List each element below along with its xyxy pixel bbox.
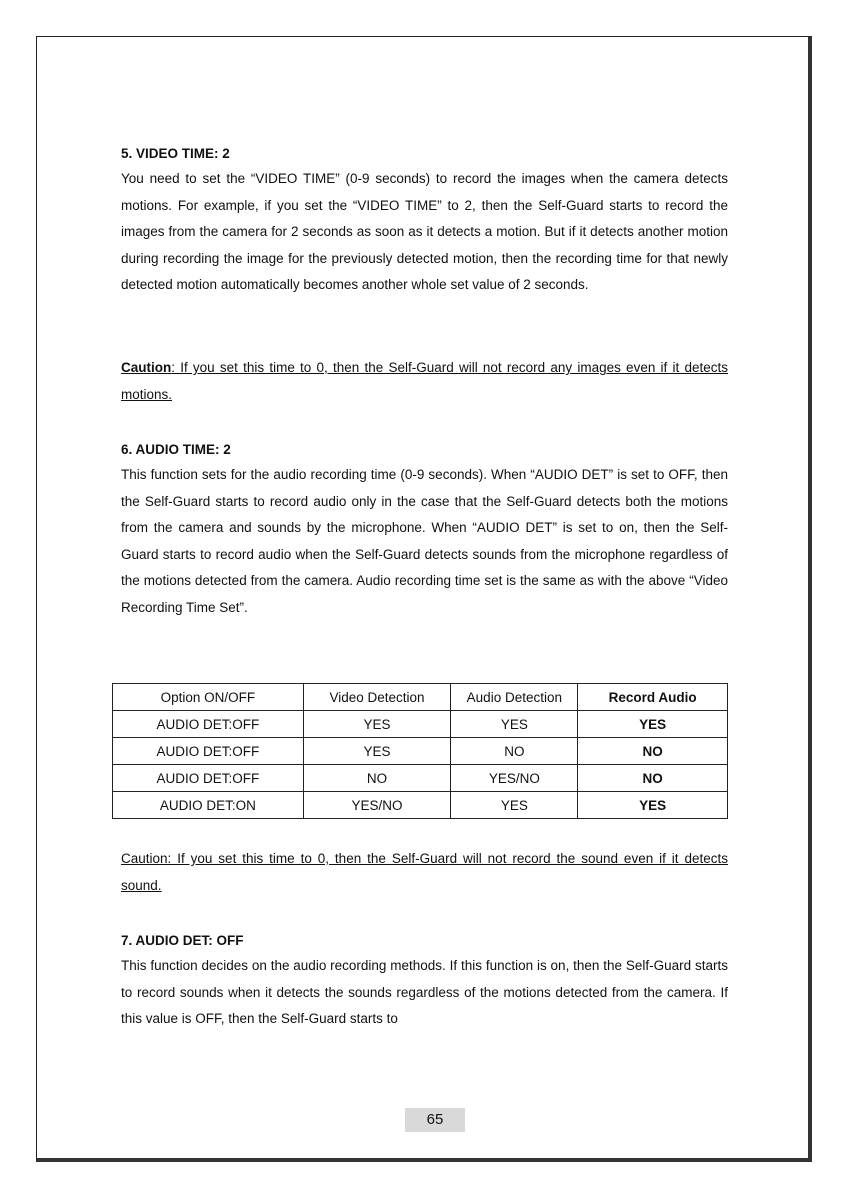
- section-7-heading: 7. AUDIO DET: OFF: [121, 933, 244, 948]
- table-row: [113, 711, 728, 738]
- table-row: [113, 792, 728, 819]
- table-row: [113, 765, 728, 792]
- table-header-row: [113, 684, 728, 711]
- table-cell: AUDIO DET:ON: [113, 792, 304, 819]
- section-6-body: This function sets for the audio recording time (0-9 seconds). When “AUDIO DET” is set to OFF, then the Self-Guard starts to record audio only in the case that the Self-Guard detects both the motions from the camera and sounds by the microphone. When “AUDIO DET” is set to on, then the Self-Guard starts to record audio when the Self-Guard detects sounds from the microphone regardless of the motions detected from the camera. Audio recording time set is the same as with the above “Video Recording Time Set”.: [121, 467, 728, 615]
- table-header-cell: Video Detection: [303, 684, 451, 711]
- table-cell: NO: [578, 765, 728, 792]
- table-header-cell: Record Audio: [578, 684, 728, 711]
- caution-label: Caution: [121, 360, 172, 375]
- table-cell: NO: [451, 738, 578, 765]
- table-cell: YES/NO: [451, 765, 578, 792]
- section-6-caution: Caution: If you set this time to 0, then the Self-Guard will not record the sound even if it detects sound.: [121, 851, 728, 893]
- section-5-caution: [121, 355, 728, 408]
- caution-text: : If you set this time to 0, then the Self-Guard will not record any images even if it detects motions.: [121, 360, 728, 402]
- table-cell: NO: [578, 738, 728, 765]
- table-cell: YES: [303, 738, 451, 765]
- table-cell: YES/NO: [303, 792, 451, 819]
- table-header-cell: Option ON/OFF: [113, 684, 304, 711]
- table-cell: NO: [303, 765, 451, 792]
- page-number: 65: [405, 1108, 465, 1132]
- section-5-body: You need to set the “VIDEO TIME” (0-9 seconds) to record the images when the camera detects motions. For example, if you set the “VIDEO TIME” to 2, then the Self-Guard starts to record the images from the camera for 2 seconds as soon as it detects a motion. But if it detects another motion during recording the image for the previously detected motion, then the recording time for that newly detected motion automatically becomes another whole set value of 2 seconds.: [121, 171, 728, 292]
- table-header-cell: Audio Detection: [451, 684, 578, 711]
- table-cell: YES: [578, 792, 728, 819]
- table-cell: YES: [578, 711, 728, 738]
- section-5-heading: 5. VIDEO TIME: 2: [121, 146, 230, 161]
- table-cell: YES: [451, 792, 578, 819]
- section-7-body: This function decides on the audio recording methods. If this function is on, then the Self-Guard starts to record sounds when it detects the sounds regardless of the motions detected from the camera. If this value is OFF, then the Self-Guard starts to: [121, 958, 728, 1026]
- table-cell: YES: [451, 711, 578, 738]
- table-cell: AUDIO DET:OFF: [113, 765, 304, 792]
- section-6-heading: 6. AUDIO TIME: 2: [121, 442, 231, 457]
- table-cell: AUDIO DET:OFF: [113, 738, 304, 765]
- audio-recording-table: [112, 683, 728, 819]
- table-cell: AUDIO DET:OFF: [113, 711, 304, 738]
- table-cell: YES: [303, 711, 451, 738]
- table-row: [113, 738, 728, 765]
